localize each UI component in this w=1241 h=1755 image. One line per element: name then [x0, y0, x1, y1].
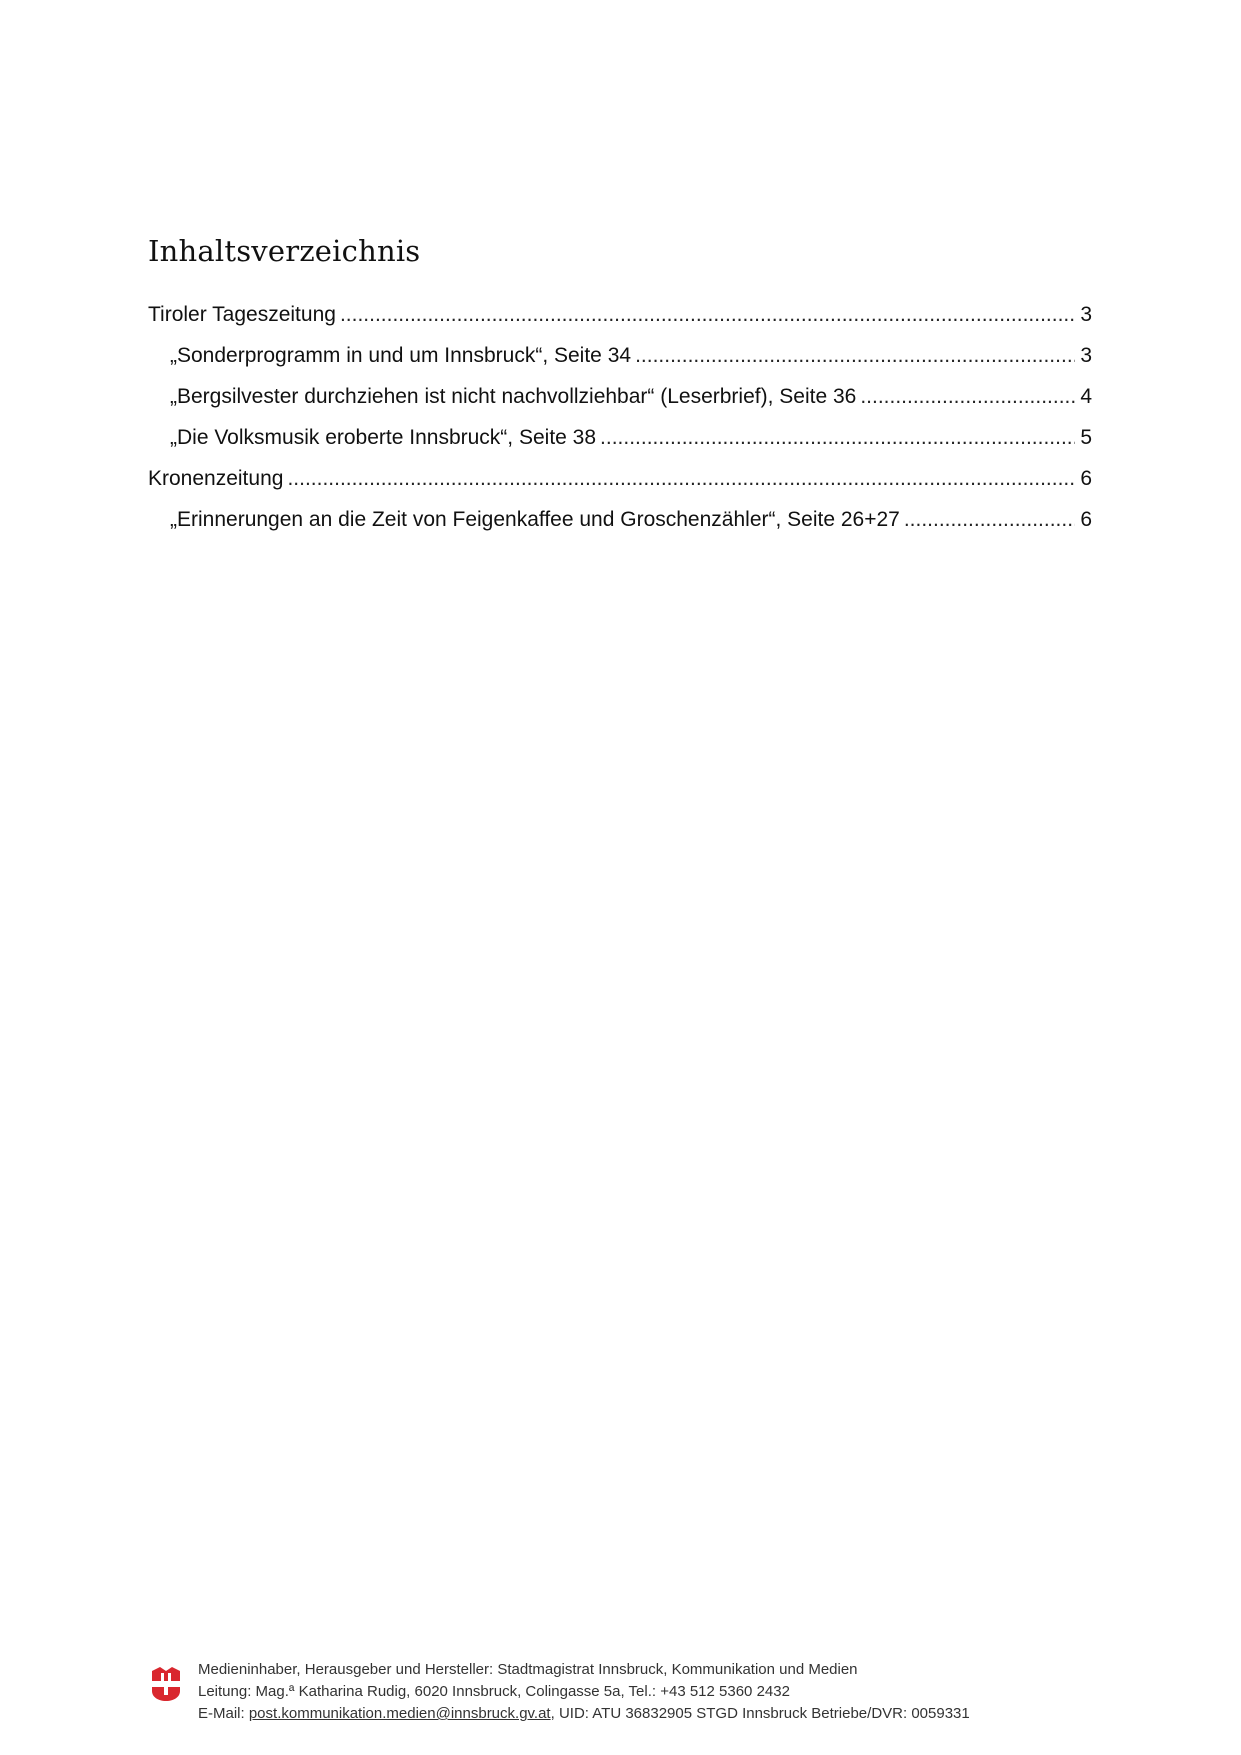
- toc-entry-volksmusik[interactable]: [148, 426, 1092, 467]
- footer-line-publisher: Medieninhaber, Herausgeber und Hersteller: Stadtmagistrat Innsbruck, Kommunikation und Medien: [198, 1661, 858, 1678]
- dot-leader: [860, 385, 1075, 409]
- toc-page-number: 3: [1080, 344, 1092, 367]
- dot-leader: [287, 467, 1075, 491]
- table-of-contents: [148, 303, 1092, 549]
- footer-line-contact: [198, 1703, 970, 1725]
- toc-entry-label: „Sonderprogramm in und um Innsbruck“, Seite 34: [170, 344, 632, 367]
- innsbruck-logo-icon: [150, 1665, 182, 1703]
- toc-entry-label: Kronenzeitung: [148, 467, 284, 490]
- footer-uid-text: , UID: ATU 36832905 STGD Innsbruck Betriebe/DVR: 0059331: [550, 1705, 970, 1722]
- toc-page-number: 5: [1080, 426, 1092, 449]
- dot-leader: [340, 303, 1075, 327]
- toc-page-number: 4: [1080, 385, 1092, 408]
- dot-leader: [904, 508, 1075, 532]
- page-footer: [150, 1659, 1090, 1731]
- toc-title: Inhaltsverzeichnis: [148, 234, 421, 268]
- footer-line-management: Leitung: Mag.ª Katharina Rudig, 6020 Innsbruck, Colingasse 5a, Tel.: +43 512 5360 2432: [198, 1683, 790, 1700]
- toc-entry-erinnerungen[interactable]: [148, 508, 1092, 549]
- toc-entry-label: „Die Volksmusik eroberte Innsbruck“, Seite 38: [170, 426, 597, 449]
- toc-entry-tiroler-tageszeitung[interactable]: [148, 303, 1092, 344]
- email-link[interactable]: post.kommunikation.medien@innsbruck.gv.at: [248, 1705, 551, 1722]
- toc-entry-kronenzeitung[interactable]: [148, 467, 1092, 508]
- footer-imprint: [198, 1659, 970, 1725]
- footer-email-prefix: E-Mail:: [198, 1705, 249, 1722]
- toc-page-number: 6: [1080, 467, 1092, 490]
- toc-entry-label: Tiroler Tageszeitung: [148, 303, 336, 326]
- dot-leader: [600, 426, 1075, 450]
- toc-entry-sonderprogramm[interactable]: [148, 344, 1092, 385]
- toc-page-number: 3: [1080, 303, 1092, 326]
- dot-leader: [635, 344, 1075, 368]
- toc-entry-bergsilvester[interactable]: [148, 385, 1092, 426]
- toc-entry-label: „Erinnerungen an die Zeit von Feigenkaffee und Groschenzähler“, Seite 26+27: [170, 508, 900, 531]
- toc-entry-label: „Bergsilvester durchziehen ist nicht nachvollziehbar“ (Leserbrief), Seite 36: [170, 385, 857, 408]
- toc-page-number: 6: [1080, 508, 1092, 531]
